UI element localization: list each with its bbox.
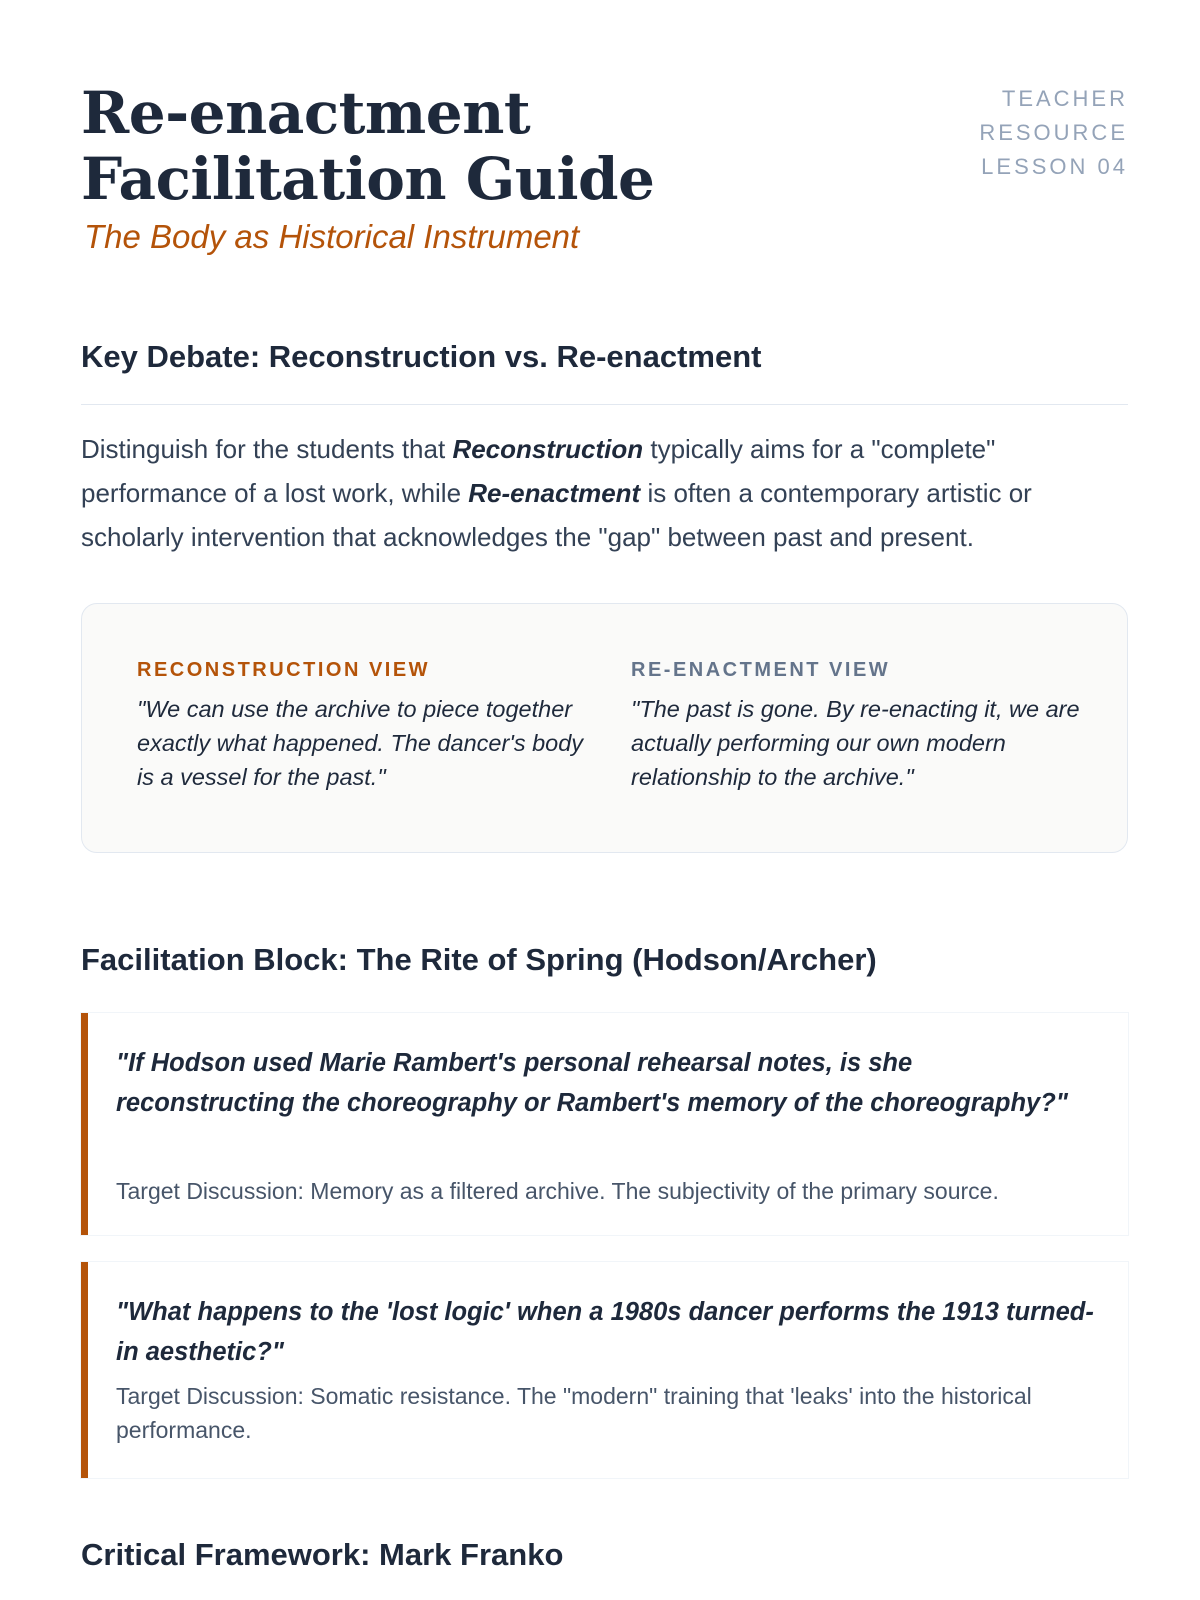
document-title: Re-enactment Facilitation Guide [81,79,655,213]
card-target-discussion: Target Discussion: Memory as a filtered archive. The subjectivity of the primary source. [116,1178,999,1204]
intro-text: typically aims for a "complete" performance of a lost work, while [81,434,996,508]
document-meta [979,82,1128,184]
meta-line: RESOURCE [979,120,1128,145]
card-question: "If Hodson used Marie Rambert's personal rehearsal notes, is she reconstructing the choreography or Rambert's memory of the choreography?" [116,1049,1068,1117]
card-question: "What happens to the 'lost logic' when a 1980s dancer performs the 1913 turned-in aesthetic?" [116,1298,1094,1366]
card-target-discussion: Target Discussion: Somatic resistance. The "modern" training that 'leaks' into the historical performance. [116,1383,1032,1443]
intro-text: is often a contemporary artistic or scholarly intervention that acknowledges the "gap" between past and present. [81,478,1032,552]
view-label: RE-ENACTMENT VIEW [631,659,891,681]
meta-line: LESSON 04 [981,154,1128,179]
section-divider [81,404,1128,405]
intro-text: Distinguish for the students that [81,434,453,464]
facilitation-card [81,1013,1128,1235]
facilitation-card [81,1262,1128,1478]
view-quote: "We can use the archive to piece together exactly what happened. The dancer's body is a vessel for the past." [137,696,584,790]
meta-line: TEACHER [1001,86,1128,111]
term-re-enactment: Re-enactment [468,478,641,508]
view-quote: "The past is gone. By re-enacting it, we are actually performing our own modern relationship to the archive." [631,696,1080,790]
re-enactment-view [631,658,1081,794]
section-title-facilitation: Facilitation Block: The Rite of Spring (Hodson/Archer) [81,942,877,977]
reconstruction-view [137,658,587,794]
document-subtitle: The Body as Historical Instrument [84,218,580,255]
intro-paragraph [81,427,1128,559]
comparison-box [81,603,1128,853]
view-label: RECONSTRUCTION VIEW [137,659,431,681]
section-title-critical-framework: Critical Framework: Mark Franko [81,1537,564,1572]
section-title-key-debate: Key Debate: Reconstruction vs. Re-enactment [81,339,762,374]
term-reconstruction: Reconstruction [452,434,644,464]
